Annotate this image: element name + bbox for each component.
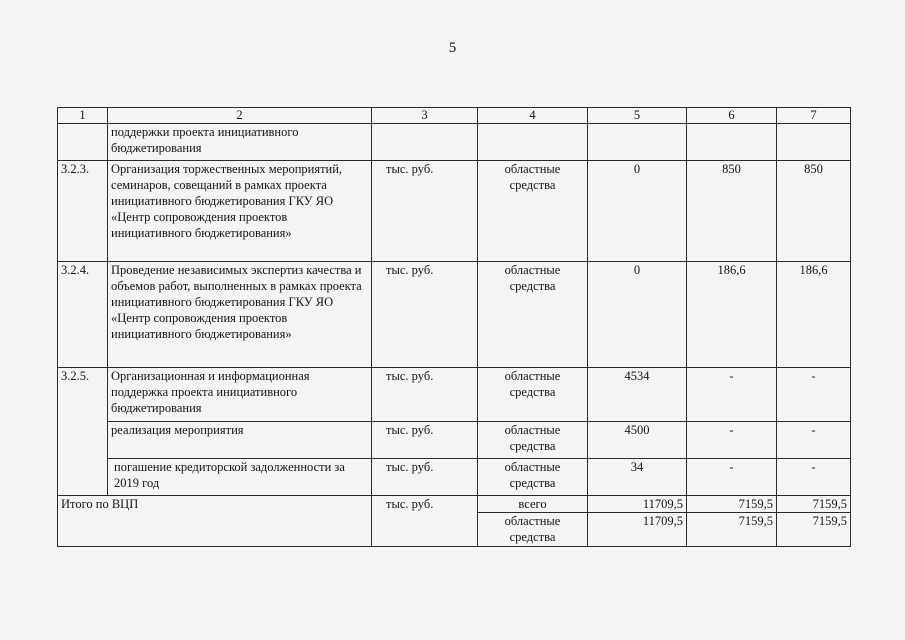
total-value-7-regional: 7159,5 [777,513,851,547]
table-total-row [58,496,851,513]
row-unit-cell [372,124,478,161]
row-value-6 [687,124,777,161]
row-source-cell: областные средства [478,161,588,262]
row-name-cell: поддержки проекта инициативного бюджетирования [108,124,372,161]
row-value-6: 850 [687,161,777,262]
total-value-6-regional: 7159,5 [687,513,777,547]
row-name-cell: Организация торжественных мероприятий, семинаров, совещаний в рамках проекта инициативного бюджетирования ГКУ ЯО «Центр сопровождения проектов инициативного бюджетирования» [108,161,372,262]
total-source-all: всего [478,496,588,513]
row-code-cell: 3.2.4. [58,262,108,368]
total-value-5-regional: 11709,5 [588,513,687,547]
row-value-5: 4500 [588,422,687,459]
row-value-5: 4534 [588,368,687,422]
row-source-cell: областные средства [478,262,588,368]
row-code-cell: 3.2.3. [58,161,108,262]
row-value-6: - [687,422,777,459]
row-value-7: 850 [777,161,851,262]
table-header-row [58,108,851,124]
row-unit-cell: тыс. руб. [372,459,478,496]
row-value-7: - [777,368,851,422]
row-source-cell: областные средства [478,368,588,422]
total-source-regional: областные средства [478,513,588,547]
row-value-7: 186,6 [777,262,851,368]
total-value-7-all: 7159,5 [777,496,851,513]
header-col-3: 3 [372,108,478,124]
total-label: Итого по ВЦП [58,496,372,547]
row-source-cell: областные средства [478,422,588,459]
row-name-cell: Организационная и информационная поддержка проекта инициативного бюджетирования [108,368,372,422]
budget-table [57,107,851,547]
row-value-6: - [687,459,777,496]
row-name-cell: Проведение независимых экспертиз качества и объемов работ, выполненных в рамках проекта инициативного бюджетирования ГКУ ЯО «Центр сопровождения проектов инициативного бюджетирования» [108,262,372,368]
row-value-5: 0 [588,262,687,368]
header-col-2: 2 [108,108,372,124]
row-value-6: 186,6 [687,262,777,368]
header-col-4: 4 [478,108,588,124]
row-value-7: - [777,422,851,459]
row-unit-cell: тыс. руб. [372,161,478,262]
row-unit-cell: тыс. руб. [372,422,478,459]
row-value-6: - [687,368,777,422]
total-value-6-all: 7159,5 [687,496,777,513]
row-source-cell: областные средства [478,459,588,496]
table-row [58,459,851,496]
row-code-cell [58,124,108,161]
row-value-5: 0 [588,161,687,262]
header-col-5: 5 [588,108,687,124]
row-value-7 [777,124,851,161]
row-code-cell: 3.2.5. [58,368,108,496]
row-name-cell: погашение кредиторской задолженности за 2019 год [108,459,372,496]
row-value-5 [588,124,687,161]
table-row [58,161,851,262]
table-row [58,368,851,422]
row-unit-cell: тыс. руб. [372,368,478,422]
row-value-5: 34 [588,459,687,496]
row-value-7: - [777,459,851,496]
total-unit-cell: тыс. руб. [372,496,478,547]
row-unit-cell: тыс. руб. [372,262,478,368]
row-name-cell: реализация мероприятия [108,422,372,459]
total-value-5-all: 11709,5 [588,496,687,513]
header-col-6: 6 [687,108,777,124]
header-col-7: 7 [777,108,851,124]
table-row [58,422,851,459]
row-source-cell [478,124,588,161]
page-number: 5 [448,40,457,56]
table-row [58,262,851,368]
header-col-1: 1 [58,108,108,124]
table-row [58,124,851,161]
